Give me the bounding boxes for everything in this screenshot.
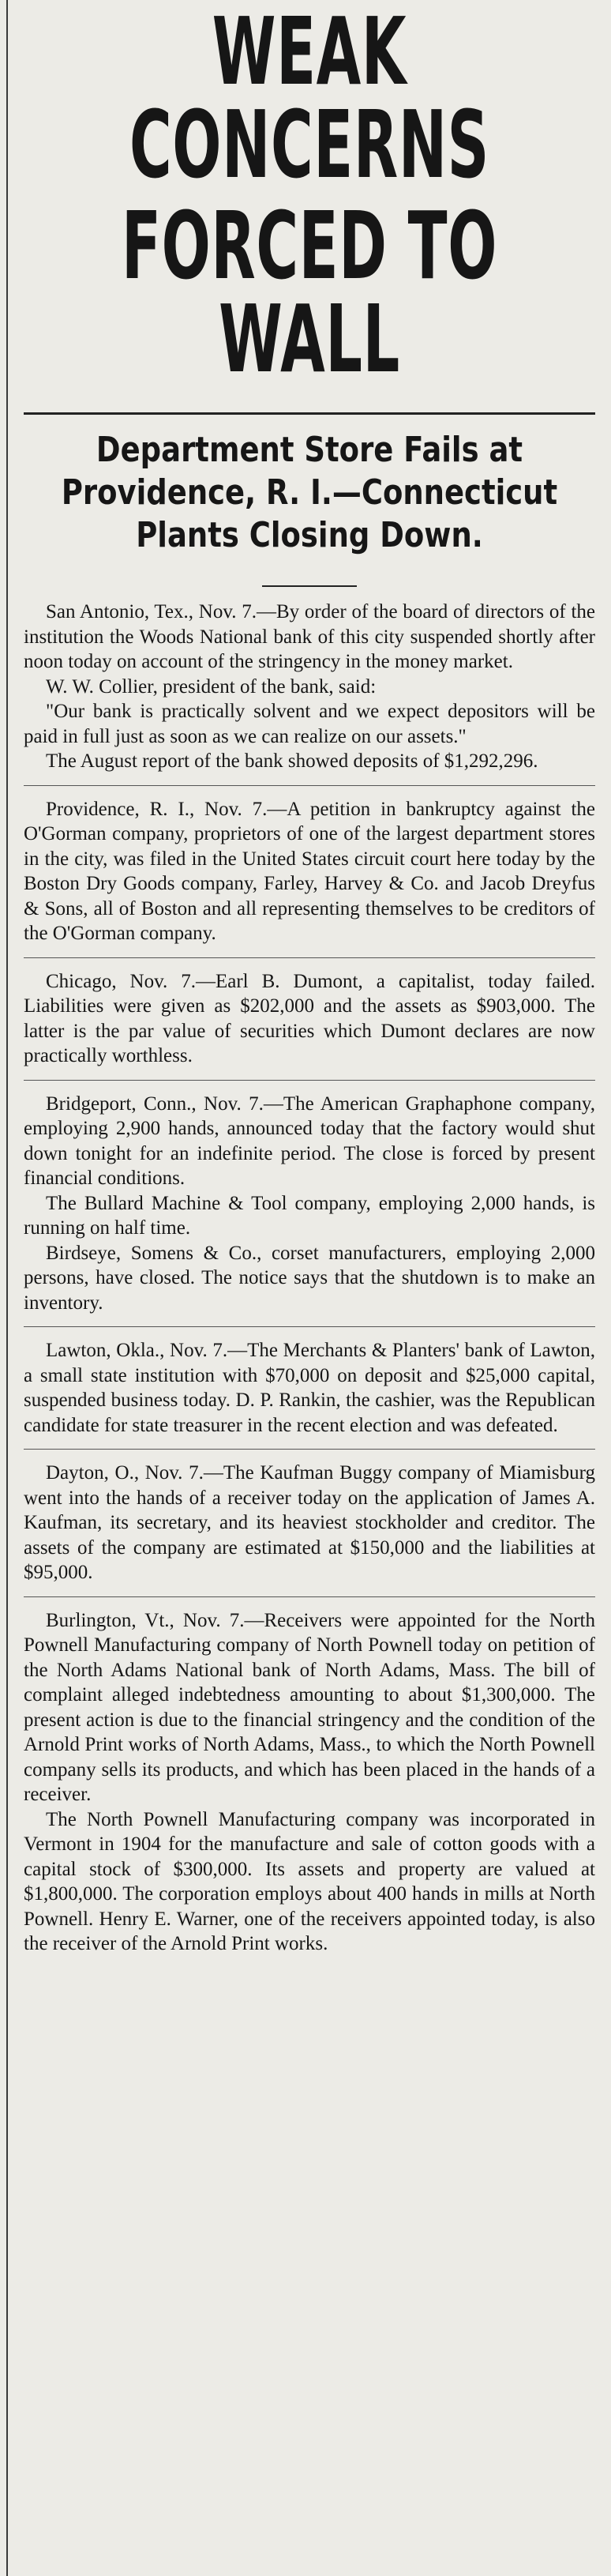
- story-paragraph: The August report of the bank showed deposits of $1,292,296.: [46, 750, 538, 772]
- subheadline: Department Store Fails at Providence, R. I.—Connecticut Plants Closing Down.: [61, 430, 558, 555]
- story-paragraph: Providence, R. I., Nov. 7.—A petition in bankruptcy against the O'Gorman company, proprietors of one of the largest department stores in the city, was filed in the United States circuit court here today by the Boston Dry Goods company, Farley, Harvey & Co. and Jacob Dreyfus & Sons, all of Boston and all representing themselves to be creditors of the O'Gorman company.: [24, 798, 595, 944]
- story-paragraph: "Our bank is practically solvent and we expect depositors will be paid in full just as soon as we can realize on our assets.": [24, 701, 595, 747]
- short-divider: [262, 585, 357, 587]
- headline-line-1: WEAK CONCERNS: [129, 0, 489, 199]
- story-block: [24, 1461, 595, 1585]
- story-separator: [24, 1326, 595, 1327]
- story-paragraph: The Bullard Machine & Tool company, employing 2,000 hands, is running on half time.: [24, 1192, 595, 1239]
- headline-divider: [24, 412, 595, 415]
- story-block: [24, 969, 595, 1069]
- story-separator: [24, 957, 595, 958]
- story-paragraph: Chicago, Nov. 7.—Earl B. Dumont, a capitalist, today failed. Liabilities were given as $202,000 and the assets as $903,000. The latter is the par value of securities which Dumont declares are now practically worthless.: [24, 970, 595, 1066]
- story-separator: [24, 1080, 595, 1081]
- story-paragraph: Dayton, O., Nov. 7.—The Kaufman Buggy company of Miamisburg went into the hands of a receiver today on the application of James A. Kaufman, its secretary, and its heaviest stockholder and creditor. The assets of the company are estimated at $150,000 and the liabilities at $95,000.: [24, 1462, 595, 1583]
- headline-line-2: FORCED TO WALL: [121, 191, 498, 393]
- story-paragraph: The North Pownell Manufacturing company was incorporated in Vermont in 1904 for the manufacture and sale of cotton goods with a capital stock of $300,000. Its assets and property are valued at $1,800,000. The corporation employs about 400 hands in mills at North Pownell. Henry E. Warner, one of the receivers appointed today, is also the receiver of the Arnold Print works.: [24, 1808, 595, 1954]
- story-paragraph: Birdseye, Somens & Co., corset manufacturers, employing 2,000 persons, have closed. The notice says that the shutdown is to make an inventory.: [24, 1242, 595, 1314]
- story-paragraph: Lawton, Okla., Nov. 7.—The Merchants & Planters' bank of Lawton, a small state institution with $70,000 on deposit and $25,000 capital, suspended business today. D. P. Rankin, the cashier, was the Republican candidate for state treasurer in the recent election and was defeated.: [24, 1340, 595, 1436]
- story-block: [24, 1608, 595, 1957]
- story-paragraph: W. W. Collier, president of the bank, said:: [46, 675, 377, 698]
- story-block: [24, 1338, 595, 1438]
- story-block: [24, 797, 595, 946]
- story-paragraph: San Antonio, Tex., Nov. 7.—By order of the board of directors of the institution the Woods National bank of this city suspended shortly after noon today on account of the stringency in the money market.: [24, 601, 595, 672]
- story-paragraph: Burlington, Vt., Nov. 7.—Receivers were appointed for the North Pownell Manufacturing company of North Pownell today on petition of the North Adams National bank of North Adams, Mass. The bill of complaint alleged indebtedness amounting to about $1,300,000. The present action is due to the financial stringency and the condition of the Arnold Print works of North Adams, Mass., to which the North Pownell company sells its products, and which has been placed in the hands of a receiver.: [24, 1609, 595, 1805]
- story-paragraph: Bridgeport, Conn., Nov. 7.—The American Graphaphone company, employing 2,900 hands, announced today that the factory would shut down tonight for an indefinite period. The close is forced by present financial conditions.: [24, 1092, 595, 1189]
- story-block: [24, 600, 595, 774]
- article-body: [24, 600, 595, 1957]
- story-separator: [24, 1449, 595, 1450]
- column-rule: [6, 0, 8, 2576]
- story-separator: [24, 1596, 595, 1597]
- story-separator: [24, 785, 595, 786]
- story-block: [24, 1092, 595, 1316]
